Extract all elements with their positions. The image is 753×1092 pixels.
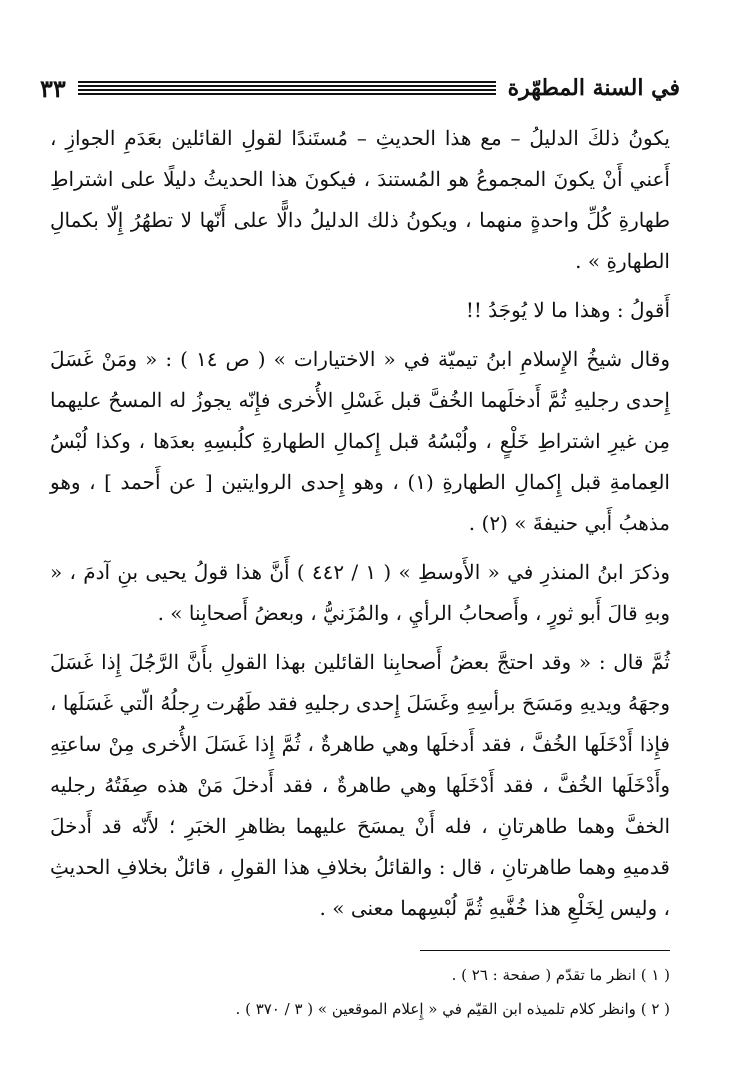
footnotes xyxy=(50,958,670,1026)
paragraph: وقال شيخُ الإِسلامِ ابنُ تيميّة في « الاختيارات » ( ص ١٤ ) : « ومَنْ غَسَلَ إِحدى رجليهِ ثُمَّ أَدخلَهما الخُفَّ قبل غَسْلِ الأُخرى فإِنّه يجوزُ له المسحُ عليهما مِن غيرِ اشتراطِ خَلْعٍ ، ولُبْسُهُ قبل إِكمالِ الطهارةِ كلُبسِهِ بعدَها ، وكذا لُبْسُ العِمامةِ قبل إِكمالِ الطهارةِ (١) ، وهو إِحدى الروايتين [ عن أَحمد ] ، وهو مذهبُ أَبي حنيفةَ » (٢) . xyxy=(50,347,670,535)
paragraph: وذكرَ ابنُ المنذرِ في « الأَوسطِ » ( ١ / ٤٤٢ ) أَنَّ هذا قولُ يحيى بنِ آدمَ ، « وبهِ قالَ أَبو ثورٍ ، وأَصحابُ الرأيِ ، والمُزَنيُّ ، وبعضُ أَصحابِنا » . xyxy=(50,560,670,625)
footnote-1: ( ١ ) انظر ما تقدّم ( صفحة : ٢٦ ) . xyxy=(451,966,670,984)
running-title: في السنة المطهّرة xyxy=(507,75,680,101)
header-rule xyxy=(78,81,496,95)
paragraph: أَقولُ : وهذا ما لا يُوجَدُ !! xyxy=(465,298,670,322)
page-header xyxy=(40,68,680,108)
footnote-separator xyxy=(420,950,670,951)
main-text xyxy=(50,118,670,937)
paragraph: ثُمَّ قال : « وقد احتجَّ بعضُ أَصحابِنا القائلين بهذا القولِ بأَنَّ الرَّجُلَ إِذا غَسَلَ وجهَهُ ويديهِ ومَسَحَ برأسِهِ وغَسَلَ إِحدى رجليهِ فقد طَهُرت رِجلُهُ الّتي غَسَلَها ، فإِذا أَدْخَلَها الخُفَّ ، فقد أَدخلَها وهي طاهرةٌ ، ثُمَّ إِذا غَسَلَ الأُخرى مِنْ ساعتِهِ وأَدْخَلَها الخُفَّ ، فقد أَدْخَلَها وهي طاهرةٌ ، فقد أَدخلَ مَنْ هذه صِفَتُهُ رجليه الخفَّ وهما طاهرتانِ ، فله أَنْ يمسَحَ عليهما بظاهرِ الخبَرِ ؛ لأَنّه قد أَدخلَ قدميهِ وهما طاهرتانِ ، قال : والقائلُ بخلافِ هذا القولِ ، قائلٌ بخلافِ الحديثِ ، وليس لِخَلْعِ هذا خُفَّيهِ ثُمَّ لُبْسِهما معنى » . xyxy=(50,650,670,920)
page-number: ٣٣ xyxy=(40,73,66,103)
paragraph: يكونُ ذلكَ الدليلُ – مع هذا الحديثِ – مُستَندًا لقولِ القائلين بعَدَمِ الجوازِ ، أَعني أَنْ يكونَ المجموعُ هو المُستندَ ، فيكونَ هذا الحديثُ دليلًا على اشتراطِ طهارةِ كُلِّ واحدةٍ منهما ، ويكونُ ذلك الدليلُ دالًّا على أَنّها لا تطهُرُ إِلّا بكمالِ الطهارةِ » . xyxy=(50,126,670,273)
footnote-2: ( ٢ ) وانظر كلام تلميذه ابن القيّم في « إِعلام الموقعين » ( ٣ / ٣٧٠ ) . xyxy=(235,1000,670,1018)
